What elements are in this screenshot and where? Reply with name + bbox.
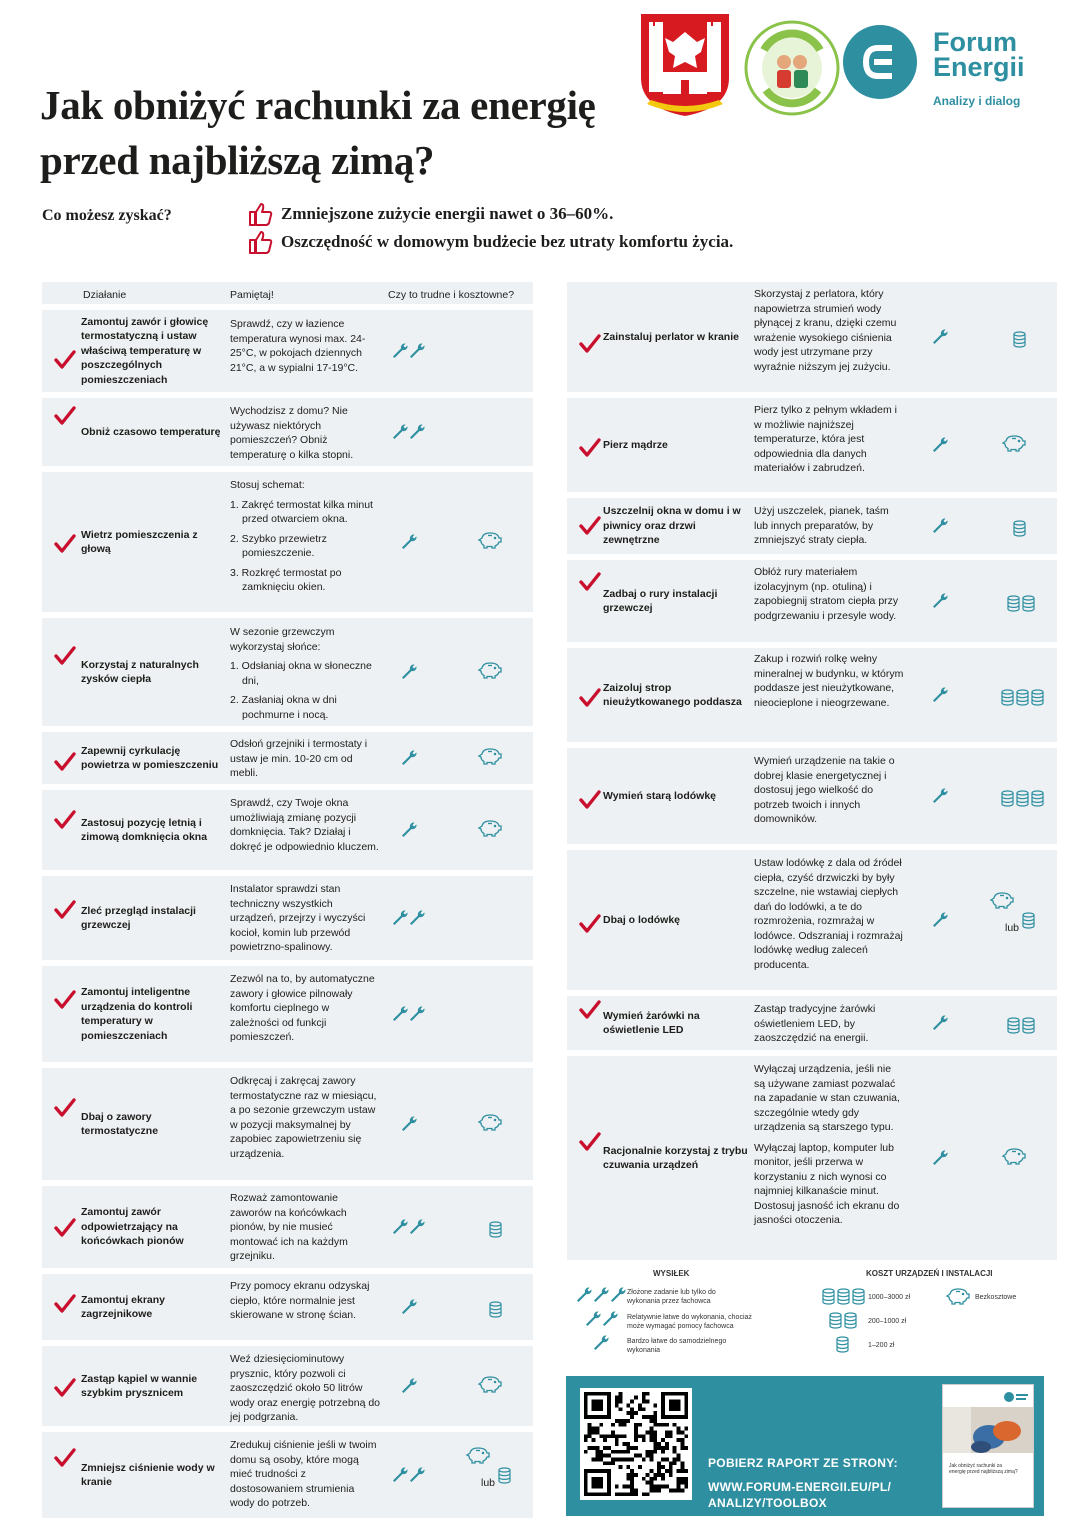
coin-stack-icon <box>822 1288 835 1305</box>
wrench-icon <box>391 909 409 927</box>
wrench-icon <box>408 342 426 360</box>
table-row <box>42 1186 533 1268</box>
wrench-icon <box>400 663 418 681</box>
piggy-bank-icon <box>477 818 503 838</box>
thumbs-up-icon <box>247 229 273 255</box>
legend-cost-title: KOSZT URZĄDZEŃ I INSTALACJI <box>866 1269 993 1278</box>
legend-effort-1: Bardzo łatwe do samodzielnego wykonania <box>627 1338 727 1354</box>
checkmark-icon <box>579 1132 601 1152</box>
checkmark-icon <box>579 516 601 536</box>
checkmark-icon <box>54 406 76 426</box>
action-label: Zamontuj ekrany zagrzejnikowe <box>81 1293 166 1320</box>
action-label: Wymień starą lodówkę <box>603 789 717 802</box>
wrench-icon <box>584 1310 602 1328</box>
wrench-icon <box>931 1014 949 1032</box>
effort-icons <box>391 423 425 446</box>
cover-logo <box>1003 1391 1029 1403</box>
banner-url[interactable]: WWW.FORUM-ENERGII.EU/PL/ ANALIZY/TOOLBOX <box>708 1480 892 1510</box>
action-label: Dbaj o lodówkę <box>603 913 681 926</box>
wrench-icon <box>408 423 426 441</box>
checkmark-icon <box>54 990 76 1010</box>
remember-note: Odsłoń grzejniki i termostaty i ustaw je min. 10-20 cm od mebli. <box>230 738 368 779</box>
effort-icons <box>400 1298 417 1321</box>
legend-effort-3: Złożone zadanie lub tylko do wykonania przez fachowca <box>627 1289 716 1305</box>
forum-energii-logo-mark <box>842 24 918 100</box>
effort-icons <box>931 517 948 540</box>
remember-note: Zezwól na to, by automatyczne zawory i głowice pilnowały komfortu cieplnego w zależności od funkcji pomieszczeń. <box>230 973 375 1043</box>
effort-icons <box>400 749 417 772</box>
action-label: Pierz mądrze <box>603 438 668 451</box>
action-label: Dbaj o zawory termostatyczne <box>81 1110 159 1137</box>
checkmark-icon <box>579 438 601 458</box>
coin-stack-icon <box>1016 790 1029 807</box>
coin-stack-icon <box>1022 912 1035 929</box>
action-label: Wymień żarówki na oświetlenie LED <box>603 1009 700 1036</box>
wrench-icon <box>400 1298 418 1316</box>
note-list-item: 3. Rozkręć termostat po zamknięciu okien. <box>230 566 342 593</box>
coin-stack-icon <box>1022 595 1035 612</box>
piggy-bank-icon <box>477 530 503 550</box>
effort-icons <box>391 1005 425 1028</box>
effort-icons <box>931 787 948 810</box>
header-remember: Pamiętaj! <box>230 289 274 301</box>
effort-icons <box>931 1149 948 1172</box>
checkmark-icon <box>54 1378 76 1398</box>
wrench-icon <box>391 1005 409 1023</box>
table-row <box>567 282 1057 392</box>
checkmark-icon <box>54 1098 76 1118</box>
wrench-icon <box>931 592 949 610</box>
action-label: Zastosuj pozycję letnią i zimową domknięcia okna <box>81 816 208 843</box>
checkmark-icon <box>54 1218 76 1238</box>
action-label: Zastąp kąpiel w wannie szybkim prysznicem <box>81 1372 198 1399</box>
effort-icons <box>391 342 425 365</box>
remember-note: Obłóż rury materiałem izolacyjnym (np. otuliną) i zapobiegnij stratom ciepła przy podgrzewaniu i przesyle wody. <box>754 566 899 622</box>
cover-photo <box>943 1407 1033 1453</box>
wrench-icon <box>391 1218 409 1236</box>
table-row <box>567 560 1057 642</box>
wrench-icon <box>931 517 949 535</box>
header-cost: Czy to trudne i kosztowne? <box>388 289 515 301</box>
checkmark-icon <box>579 790 601 810</box>
wrench-icon <box>391 423 409 441</box>
table-row <box>567 498 1057 554</box>
wrench-icon <box>592 1286 610 1304</box>
qr-code[interactable] <box>580 1388 692 1500</box>
legend-free: Bezkosztowe <box>975 1294 1017 1301</box>
thumbs-up-icon <box>247 201 273 227</box>
inowroclaw-crest-logo <box>639 12 731 118</box>
effort-icons <box>931 436 948 459</box>
action-label: Obniż czasowo temperaturę <box>81 425 221 438</box>
table-row <box>42 1346 533 1426</box>
table-row <box>42 966 533 1062</box>
note-list-item: 2. Szybko przewietrz pomieszczenie. <box>230 532 327 559</box>
action-label: Racjonalnie korzystaj z trybu czuwania urządzeń <box>603 1144 748 1171</box>
wrench-icon <box>408 1466 426 1484</box>
remember-note: Pierz tylko z pełnym wkładem i w możliwie najniższej temperaturze, która jest odpowiednia dla danych materiałów i zabrudzeń. <box>754 404 897 474</box>
checkmark-icon <box>579 1000 601 1020</box>
effort-icons <box>391 1466 425 1489</box>
table-row <box>567 1056 1057 1260</box>
remember-note: Wychodzisz z domu? Nie używasz niektórych pomieszczeń? Obniż temperaturę o kilka stopni. <box>230 405 354 461</box>
forum-energii-tagline: Analizy i dialog <box>933 94 1021 108</box>
wrench-icon <box>609 1286 627 1304</box>
forum-energii-name: Forum Energii <box>933 27 1025 82</box>
action-label: Zainstaluj perlator w kranie <box>603 330 739 343</box>
checkmark-icon <box>54 350 76 370</box>
wrench-icon <box>400 1377 418 1395</box>
table-row <box>42 1432 533 1518</box>
wrench-icon <box>931 787 949 805</box>
wrench-icon <box>408 1218 426 1236</box>
wrench-icon <box>931 911 949 929</box>
wrench-icon <box>592 1334 610 1352</box>
piggy-bank-icon <box>477 746 503 766</box>
action-label: Zamontuj zawór i głowicę termostatyczną i ustaw właściwą temperaturę w poszczególnych pomieszczeniach <box>81 315 209 386</box>
coin-stack-icon <box>1001 790 1014 807</box>
table-row <box>567 398 1057 492</box>
coin-stack-icon <box>1007 1017 1020 1034</box>
report-cover[interactable] <box>942 1384 1034 1508</box>
wrench-icon <box>400 533 418 551</box>
wrench-icon <box>391 1466 409 1484</box>
table-row <box>567 648 1057 742</box>
remember-note: Zredukuj ciśnienie jeśli w twoim domu są osoby, które mogą mieć trudności z dostosowaniem strumienia wody do potrzeb. <box>230 1439 377 1509</box>
coin-stack-icon <box>844 1312 857 1329</box>
checkmark-icon <box>54 810 76 830</box>
remember-note: Wymień urządzenie na takie o dobrej klasie energetycznej i dostosuj jego wielkość do potrzeb twoich i innych domowników. <box>754 755 895 825</box>
checkmark-icon <box>579 914 601 934</box>
wrench-icon <box>400 821 418 839</box>
table-row <box>42 472 533 612</box>
piggy-bank-icon <box>945 1286 971 1306</box>
action-label: Wietrz pomieszczenia z głową <box>81 528 198 555</box>
legend-cost-2: 200–1000 zł <box>868 1318 907 1325</box>
effort-icons <box>931 686 948 709</box>
coin-stack-icon <box>837 1288 850 1305</box>
legend-effort-2: Relatywnie łatwe do wykonania, chociaż może wymagać pomocy fachowca <box>627 1314 752 1330</box>
coin-stack-icon <box>1031 790 1044 807</box>
effort-icons <box>400 1377 417 1400</box>
action-label: Korzystaj z naturalnych zysków ciepła <box>81 658 199 685</box>
table-row <box>42 1274 533 1340</box>
action-label: Uszczelnij okna w domu i w piwnicy oraz drzwi zewnętrzne <box>603 505 741 547</box>
checkmark-icon <box>579 688 601 708</box>
or-label: lub <box>1005 922 1020 934</box>
eko-inowroclaw-logo <box>744 20 840 116</box>
effort-icons <box>400 1115 417 1138</box>
effort-icons <box>400 533 417 556</box>
legend-cost-1: 1–200 zł <box>868 1342 895 1349</box>
banner-title: POBIERZ RAPORT ZE STRONY: <box>708 1456 898 1470</box>
remember-note: Rozważ zamontowanie zaworów na końcówkach pionów, by nie musieć montować ich na każdym grzejniku. <box>230 1192 348 1262</box>
remember-note: Instalator sprawdzi stan techniczny wszystkich urządzeń, przejrzy i wyczyści kocioł, komin lub przewód powietrzno-spalinowy. <box>230 883 366 953</box>
coin-stack-icon <box>829 1312 842 1329</box>
checkmark-icon <box>579 334 601 354</box>
wrench-icon <box>575 1286 593 1304</box>
effort-icons <box>400 663 417 686</box>
note-list-item: 2. Zasłaniaj okna w dni pochmurne i nocą. <box>230 694 337 721</box>
remember-note: Sprawdź, czy Twoje okna umożliwiają zmianę pozycji domknięcia. Tak? Działaj i dokręć je odpowiednio kluczem. <box>230 797 379 853</box>
legend <box>567 1266 1057 1358</box>
coin-stack-icon <box>852 1288 865 1305</box>
table-row <box>567 996 1057 1050</box>
remember-note: Wyłączaj urządzenia, jeśli nie są używane zamiast pozwalać na zapadanie w stan czuwania, szczególnie wtedy gdy urządzenia są starszego typu. Wyłączaj laptop, komputer lub monitor, jeśli przerwa w korzystaniu z nich wynosi co najmniej kilkanaście minut. Dostosuj jasność ich ekranu do jasności otoczenia. <box>754 1063 900 1226</box>
wrench-icon <box>601 1310 619 1328</box>
table-row <box>42 398 533 466</box>
checkmark-icon <box>54 534 76 554</box>
logos <box>636 10 1056 120</box>
action-label: Zadbaj o rury instalacji grzewczej <box>603 587 718 614</box>
coin-stack-icon <box>836 1336 849 1353</box>
wrench-icon <box>931 686 949 704</box>
wrench-icon <box>391 342 409 360</box>
coin-stack-icon <box>1007 595 1020 612</box>
action-label: Zapewnij cyrkulację powietrza w pomieszczeniu <box>81 744 219 771</box>
coin-stack-icon <box>1016 689 1029 706</box>
action-label: Zamontuj inteligentne urządzenia do kontroli temperatury w pomieszczeniach <box>81 986 193 1042</box>
coin-stack-icon <box>498 1467 511 1484</box>
remember-note: W sezonie grzewczym wykorzystaj słońce: 1. Odsłaniaj okna w słoneczne dni, 2. Zasłaniaj okna w dni pochmurne i nocą. <box>230 625 380 722</box>
effort-icons <box>931 911 948 934</box>
table-row <box>567 850 1057 990</box>
wrench-icon <box>400 749 418 767</box>
remember-note: Przy pomocy ekranu odzyskaj ciepło, które normalnie jest skierowane w stronę ścian. <box>230 1280 370 1321</box>
remember-note: Sprawdź, czy w łazience temperatura wynosi max. 24-25°C, w pokojach dziennych 21°C, a w sypialni 17-19°C. <box>230 318 366 374</box>
effort-icons <box>931 1014 948 1037</box>
effort-icons <box>931 328 948 351</box>
table-row <box>42 790 533 870</box>
note-list-item: 1. Zakręć termostat kilka minut przed otwarciem okna. <box>230 498 373 525</box>
checkmark-icon <box>54 900 76 920</box>
piggy-bank-icon <box>989 890 1015 910</box>
cover-title: Jak obniżyć rachunki za energię przed najbliższą zimą? <box>949 1463 1018 1475</box>
wrench-icon <box>931 1149 949 1167</box>
wrench-icon <box>400 1115 418 1133</box>
note-list-item: 1. Odsłaniaj okna w słoneczne dni, <box>230 660 372 687</box>
remember-note: Skorzystaj z perlatora, który napowietrza strumień wody płynącej z kranu, dzięki czemu wrażenie wysokiego ciśnienia wody jest utrzymane przy wyraźnie niższym jej zużyciu. <box>754 288 897 373</box>
remember-note: Ustaw lodówkę z dala od źródeł ciepła, czyść drzwiczki by były szczelne, nie wstawiaj ciepłych dań do lodówki, a te do rozmrożenia, rozmrażaj w lodówce. Odszraniaj i rozmrażaj lodówkę według zaleceń producenta. <box>754 857 903 971</box>
table-row <box>42 876 533 960</box>
effort-icons <box>400 821 417 844</box>
action-label: Zaizoluj strop nieużytkowanego poddasza <box>603 681 742 708</box>
page-title: Jak obniżyć rachunki za energię przed najbliższą zimą? <box>40 82 596 183</box>
wrench-icon <box>931 328 949 346</box>
table-row <box>42 1068 533 1180</box>
piggy-bank-icon <box>1001 1146 1027 1166</box>
coin-stack-icon <box>1031 689 1044 706</box>
table-row <box>42 310 533 392</box>
checkmark-icon <box>54 752 76 772</box>
checkmark-icon <box>54 646 76 666</box>
table-row <box>42 732 533 784</box>
table-row <box>42 618 533 726</box>
legend-effort-title: WYSIŁEK <box>653 1269 690 1278</box>
wrench-icon <box>931 436 949 454</box>
remember-note: Odkręcaj i zakręcaj zawory termostatyczne raz w miesiącu, a po sezonie grzewczym ustaw w pozycji maksymalnej by zapobiec zapowietrzeniu się urządzenia. <box>230 1075 377 1160</box>
piggy-bank-icon <box>477 1374 503 1394</box>
checkmark-icon <box>54 1448 76 1468</box>
coin-stack-icon <box>1013 520 1026 537</box>
coin-stack-icon <box>1022 1017 1035 1034</box>
legend-cost-3: 1000–3000 zł <box>868 1294 911 1301</box>
action-label: Zleć przegląd instalacji grzewczej <box>81 904 196 931</box>
gain-item: Oszczędność w domowym budżecie bez utraty komfortu życia. <box>247 227 733 257</box>
action-label: Zamontuj zawór odpowietrzający na końcówkach pionów <box>81 1206 184 1248</box>
or-label: lub <box>481 1477 496 1489</box>
wrench-icon <box>408 909 426 927</box>
coin-stack-icon <box>1001 689 1014 706</box>
piggy-bank-icon <box>477 1112 503 1132</box>
effort-icons <box>391 1218 425 1241</box>
remember-note: Zakup i rozwiń rolkę wełny mineralnej w budynku, w którym poddasze jest nieużytkowane, nieocieplone i nieogrzewane. <box>754 653 904 709</box>
gains-label: Co możesz zyskać? <box>42 207 172 224</box>
coin-stack-icon <box>489 1301 502 1318</box>
remember-note: Weź dziesięciominutowy prysznic, który pozwoli ci zaoszczędzić około 50 litrów wody oraz energię potrzebną do jej podgrzania. <box>230 1353 381 1423</box>
effort-icons <box>931 592 948 615</box>
checkmark-icon <box>579 572 601 592</box>
gain-item: Zmniejszone zużycie energii nawet o 36–60%. <box>247 199 613 229</box>
remember-note: Zastąp tradycyjne żarówki oświetleniem LED, by zaoszczędzić na energii. <box>754 1003 876 1044</box>
table-header <box>42 282 533 304</box>
remember-note: Użyj uszczelek, pianek, taśm lub innych preparatów, by zmniejszyć straty ciepła. <box>754 505 889 546</box>
piggy-bank-icon <box>1001 433 1027 453</box>
effort-icons <box>391 909 425 932</box>
header-action: Działanie <box>83 289 127 301</box>
table-row <box>567 748 1057 844</box>
action-label: Zmniejsz ciśnienie wody w kranie <box>81 1461 215 1488</box>
remember-note: Stosuj schemat: 1. Zakręć termostat kilka minut przed otwarciem okna. 2. Szybko przewietrz pomieszczenie. 3. Rozkręć termostat po zamknięciu okien. <box>230 478 380 595</box>
checkmark-icon <box>54 1294 76 1314</box>
coin-stack-icon <box>1013 331 1026 348</box>
download-banner[interactable] <box>566 1376 1044 1516</box>
piggy-bank-icon <box>465 1445 491 1465</box>
coin-stack-icon <box>489 1221 502 1238</box>
piggy-bank-icon <box>477 660 503 680</box>
wrench-icon <box>408 1005 426 1023</box>
